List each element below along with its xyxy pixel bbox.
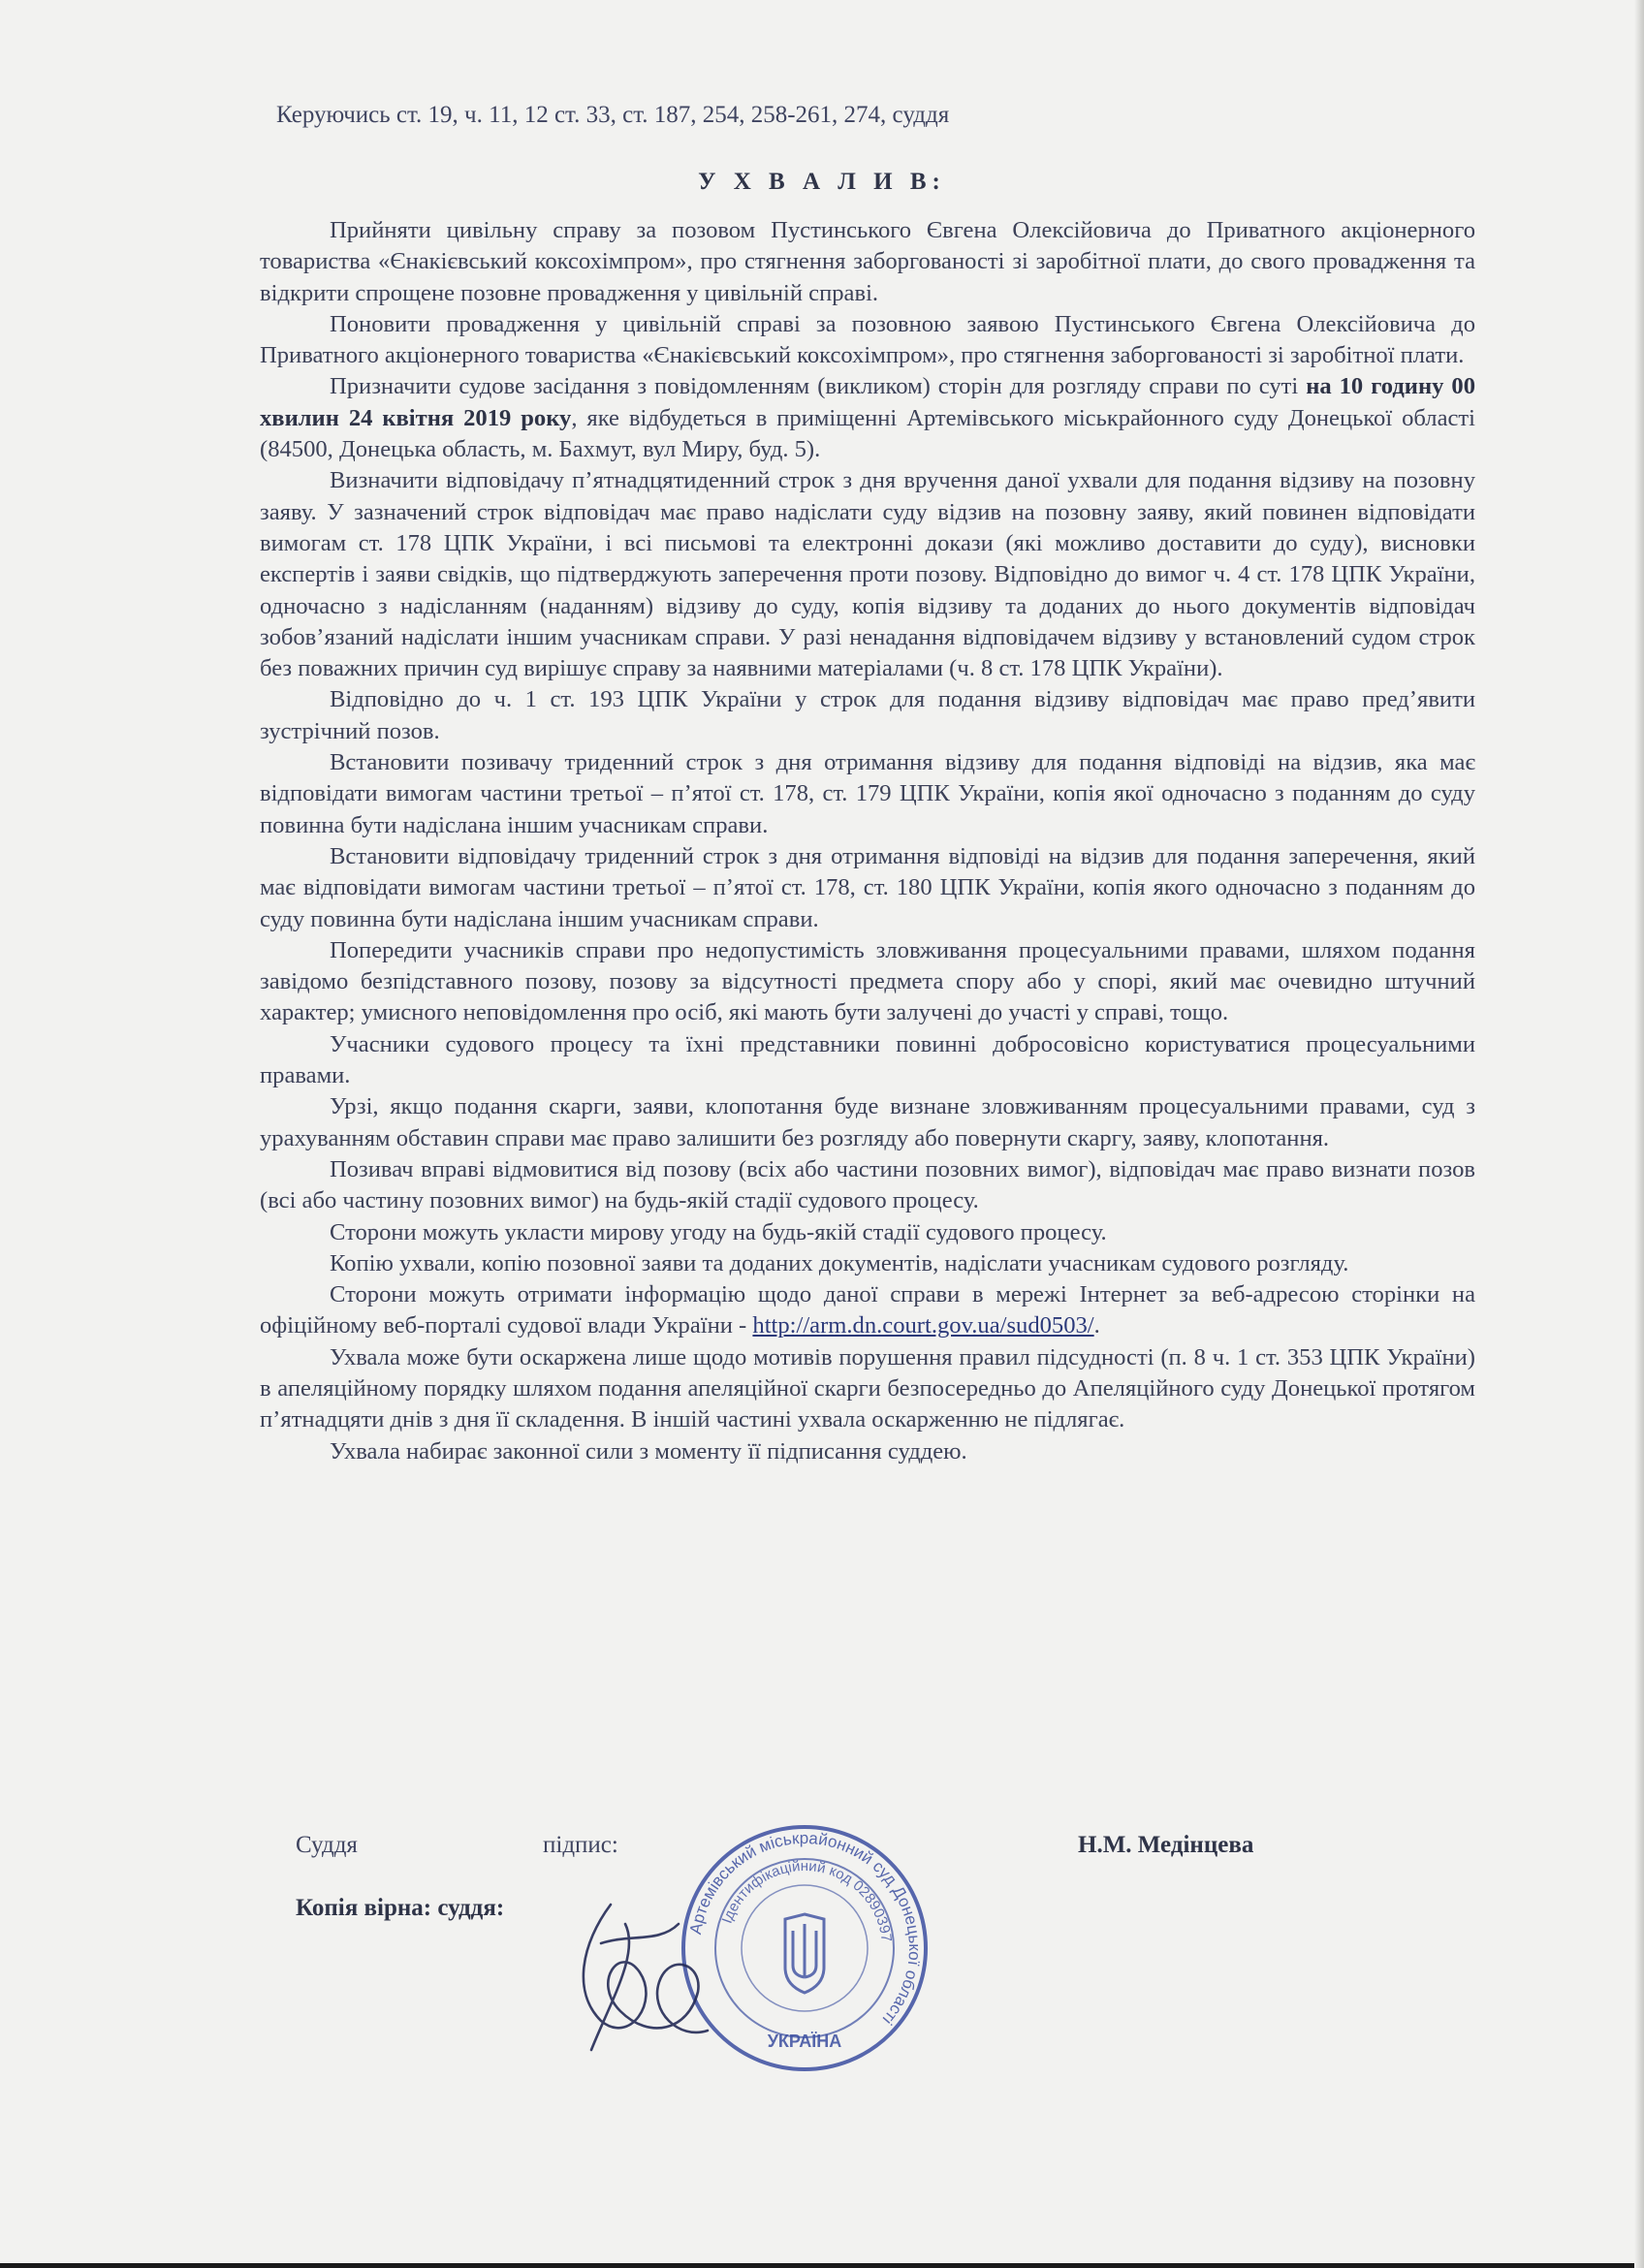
court-website-link[interactable]: http://arm.dn.court.gov.ua/sud0503/ bbox=[752, 1312, 1094, 1339]
hearing-datetime: на 10 годину 00 хвилин 24 квітня 2019 року bbox=[260, 373, 1475, 431]
paragraph-effective: Ухвала набирає законної сили з моменту її підписання суддею. bbox=[330, 1437, 967, 1465]
paragraph-copies: Копію ухвали, копію позовної заяви та доданих документів, надіслати учасникам судового розгляду. bbox=[330, 1249, 1349, 1276]
stamp-country-text: УКРАЇНА bbox=[767, 2032, 842, 2051]
paragraph-counterclaim: Відповідно до ч. 1 ст. 193 ЦПК України у строк для подання відзиву відповідач має право пред’явити зустрічний позов. bbox=[260, 686, 1475, 744]
scan-bottom-edge bbox=[0, 2263, 1644, 2268]
paragraph-resume-proceedings: Поновити провадження у цивільній справі за позовною заявою Пустинського Євгена Олексійовича до Приватного акціонерного товариства «Єнакієвський коксохімпром», про стягнення заборгованості зі заробітної плати. bbox=[260, 310, 1475, 369]
hearing-text-start: Призначити судове засідання з повідомленням (викликом) сторін для розгляду справи по суті bbox=[330, 373, 1299, 400]
online-info-end: . bbox=[1093, 1312, 1100, 1339]
paragraph-appeal: Ухвала може бути оскаржена лише щодо мотивів порушення правил підсудності (п. 8 ч. 1 ст. 353 ЦПК України) в апеляційному порядку шляхом подання апеляційної скарги безпосередньо до Апеляційного суду Донецької протягом п’ятнадцяти днів з дня її складення. В іншій частині ухвала оскарженню не підлягає. bbox=[260, 1343, 1475, 1433]
intro-line: Керуючись ст. 19, ч. 11, 12 ст. 33, ст. 187, 254, 258-261, 274, суддя bbox=[276, 102, 950, 128]
scan-right-shadow bbox=[1634, 0, 1644, 2268]
stamp-outer-ring-text: Артемівський міськрайонний суд Донецької області bbox=[685, 1828, 925, 2029]
paragraph-online-info bbox=[260, 1279, 1475, 1342]
paragraph-hearing-date bbox=[260, 371, 1475, 465]
signature-label-text: підпис bbox=[543, 1832, 612, 1858]
handwritten-signature bbox=[553, 1885, 727, 2069]
judge-label: Суддя bbox=[296, 1832, 358, 1858]
ruling-body bbox=[260, 215, 1475, 1467]
signature-label: підпис: bbox=[543, 1832, 618, 1858]
paragraph-accept-case: Прийняти цивільну справу за позовом Пустинського Євгена Олексійовича до Приватного акціонерного товариства «Єнакієвський коксохімпром», про стягнення заборгованості зі заробітної плати, до свого провадження та відкрити спрощене позовне провадження у цивільній справі. bbox=[260, 217, 1475, 306]
hearing-text-end: , яке відбудеться в приміщенні Артемівського міськрайонного суду Донецької області (84500, Донецька область, м. Бахмут, вул Миру, буд. 5). bbox=[260, 404, 1475, 463]
copy-certified-label: Копія вірна: суддя: bbox=[296, 1895, 505, 1921]
paragraph-plaintiff-reply: Встановити позивачу триденний строк з дня отримання відзиву для подання відповіді на відзив, яка має відповідати вимогам частини третьої – п’ятої ст. 178, ст. 179 ЦПК України, копія якої одночасно з поданням до суду повинна бути надіслана іншим учасникам справи. bbox=[260, 749, 1475, 838]
stamp-inner-ring-text: Ідентифікаційний код 02890397 bbox=[718, 1857, 895, 1943]
paragraph-settlement: Сторони можуть укласти мирову угоду на будь-якій стадії судового процесу. bbox=[330, 1218, 1107, 1245]
paragraph-good-faith: Учасники судового процесу та їхні представники повинні добросовісно користуватися процесуальними правами. bbox=[260, 1030, 1475, 1089]
trident-emblem-icon bbox=[785, 1914, 824, 1993]
paragraph-response-deadline: Визначити відповідачу п’ятнадцятиденний строк з дня вручення даної ухвали для подання відзиву на позовну заяву. У зазначений строк відповідач має право надіслати суду відзив на позовну заяву, який повинен відповідати вимогам ст. 178 ЦПК України, і всі письмові та електронні докази (які можливо доставити до суду), висновки експертів і заяви свідків, що підтверджують заперечення проти позову. Відповідно до вимог ч. 4 ст. 178 ЦПК України, одночасно з надісланням (наданням) відзиву до суду, копія відзиву та доданих до нього документів відповідач зобов’язаний надіслати іншим учасникам справи. У разі ненадання відповідачем відзиву у встановлений судом строк без поважних причин суд вирішує справу за наявними матеріалами (ч. 8 ст. 178 ЦПК України). bbox=[260, 467, 1475, 682]
judge-name: Н.М. Медінцева bbox=[1078, 1832, 1254, 1858]
ruling-heading: У Х В А Л И В: bbox=[698, 169, 946, 195]
paragraph-abuse-warning: Попередити учасників справи про недопустимість зловживання процесуальними правами, шляхом подання завідомо безпідставного позову, позову за відсутності предмета спору або у спорі, який має очевидно штучний характер; умисного неповідомлення про осіб, які мають бути залучені до участі у справі, тощо. bbox=[260, 936, 1475, 1026]
online-info-text: Сторони можуть отримати інформацію щодо даної справи в мережі Інтернет за веб-адресою сторінки на офіційному веб-порталі судової влади України - bbox=[260, 1281, 1475, 1339]
paragraph-defendant-objection: Встановити відповідачу триденний строк з дня отримання відповіді на відзив для подання заперечення, який має відповідати вимогам частини третьої – п’ятої ст. 178, ст. 180 ЦПК України, копія якого одночасно з поданням до суду повинна бути надіслана іншим учасникам справи. bbox=[260, 842, 1475, 932]
paragraph-abuse-consequences: Урзі, якщо подання скарги, заяви, клопотання буде визнане зловживанням процесуальними правами, суд з урахуванням обставин справи має право залишити без розгляду або повернути скаргу, заяву, клопотання. bbox=[260, 1093, 1475, 1151]
paragraph-withdrawal-rights: Позивач вправі відмовитися від позову (всіх або частини позовних вимог), відповідач має право визнати позов (всі або частину позовних вимог) на будь-якій стадії судового процесу. bbox=[260, 1155, 1475, 1214]
